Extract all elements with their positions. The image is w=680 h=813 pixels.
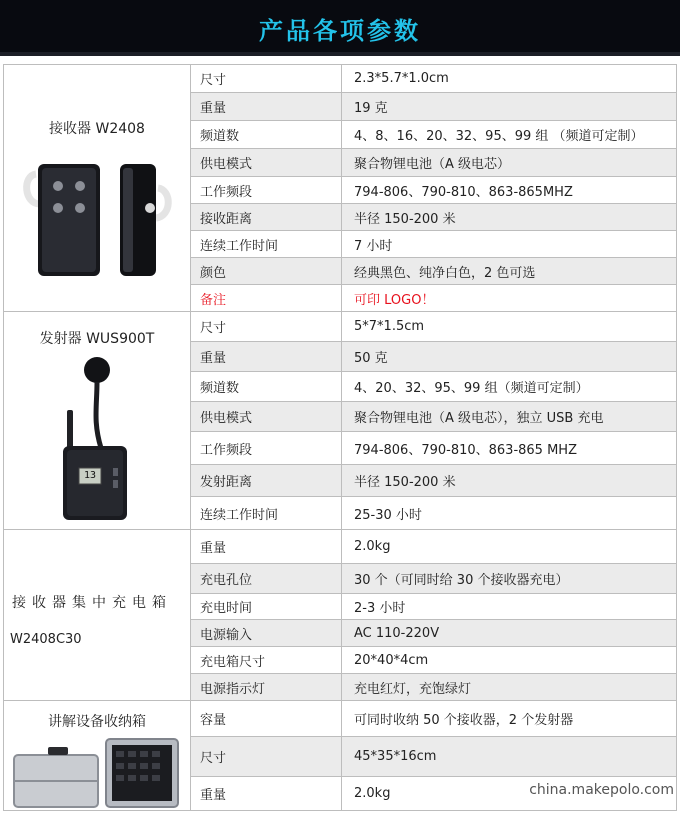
product-cell-storage-case — [4, 701, 191, 811]
spec-value: 2.3*5.7*1.0cm — [342, 65, 677, 93]
spec-label: 重量 — [191, 530, 342, 564]
spec-value: 4、8、16、20、32、95、99 组 （频道可定制） — [342, 121, 677, 149]
spec-value: 半径 150-200 米 — [342, 465, 677, 497]
product-name: 发射器 WUS900T — [39, 330, 155, 347]
spec-value: 经典黑色、纯净白色，2 色可选 — [342, 258, 677, 285]
spec-value: 2.0kg — [342, 530, 677, 564]
product-cell-transmitter — [4, 312, 191, 530]
spec-value: 50 克 — [342, 342, 677, 372]
spec-value: 2.0kg — [342, 777, 677, 811]
spec-label: 重量 — [191, 93, 342, 121]
note-label: 备注 — [191, 285, 342, 312]
spec-label: 接收距离 — [191, 204, 342, 231]
spec-label: 充电时间 — [191, 594, 342, 620]
page-title: 产品各项参数 — [259, 16, 421, 45]
header-divider — [0, 52, 680, 56]
spec-label: 颜色 — [191, 258, 342, 285]
product-cell-charging-box — [4, 530, 191, 701]
storage-case-image — [12, 737, 182, 809]
spec-label: 频道数 — [191, 372, 342, 402]
spec-value: 5*7*1.5cm — [342, 312, 677, 342]
spec-label: 充电孔位 — [191, 564, 342, 594]
transmitter-image — [57, 356, 137, 522]
spec-label: 尺寸 — [191, 312, 342, 342]
spec-label: 尺寸 — [191, 65, 342, 93]
spec-value: 794-806、790-810、863-865MHZ — [342, 177, 677, 204]
spec-label: 发射距离 — [191, 465, 342, 497]
spec-label: 工作频段 — [191, 432, 342, 465]
spec-value: 4、20、32、95、99 组（频道可定制） — [342, 372, 677, 402]
spec-label: 供电模式 — [191, 402, 342, 432]
spec-value: 794-806、790-810、863-865 MHZ — [342, 432, 677, 465]
product-name: 接收器集中充电箱 — [12, 594, 172, 611]
spec-label: 容量 — [191, 701, 342, 737]
spec-value: 45*35*16cm — [342, 737, 677, 777]
product-name: 讲解设备收纳箱 — [48, 713, 146, 730]
spec-value: 可同时收纳 50 个接收器，2 个发射器 — [342, 701, 677, 737]
spec-label: 重量 — [191, 777, 342, 811]
spec-value: 30 个（可同时给 30 个接收器充电） — [342, 564, 677, 594]
spec-value: AC 110-220V — [342, 620, 677, 647]
spec-label: 频道数 — [191, 121, 342, 149]
spec-value: 7 小时 — [342, 231, 677, 258]
watermark: china.makepolo.com — [529, 782, 674, 798]
spec-value: 20*40*4cm — [342, 647, 677, 674]
spec-value: 聚合物锂电池（A 级电芯） — [342, 149, 677, 177]
spec-value: 19 克 — [342, 93, 677, 121]
spec-value: 半径 150-200 米 — [342, 204, 677, 231]
product-code: W2408C30 — [10, 631, 82, 647]
spec-value: 25-30 小时 — [342, 497, 677, 530]
spec-value: 聚合物锂电池（A 级电芯），独立 USB 充电 — [342, 402, 677, 432]
spec-label: 尺寸 — [191, 737, 342, 777]
product-cell-receiver — [4, 65, 191, 312]
spec-label: 连续工作时间 — [191, 231, 342, 258]
spec-label: 电源指示灯 — [191, 674, 342, 701]
page-header — [0, 0, 680, 56]
spec-label: 供电模式 — [191, 149, 342, 177]
receiver-image — [22, 146, 172, 278]
spec-label: 电源输入 — [191, 620, 342, 647]
product-name: 接收器 W2408 — [49, 121, 145, 137]
spec-table — [3, 64, 677, 811]
note-value: 可印 LOGO！ — [342, 285, 677, 312]
lcd-readout: 13 — [83, 469, 97, 481]
spec-label: 充电箱尺寸 — [191, 647, 342, 674]
spec-value: 充电红灯，充饱绿灯 — [342, 674, 677, 701]
spec-label: 连续工作时间 — [191, 497, 342, 530]
spec-label: 重量 — [191, 342, 342, 372]
spec-label: 工作频段 — [191, 177, 342, 204]
spec-value: 2-3 小时 — [342, 594, 677, 620]
